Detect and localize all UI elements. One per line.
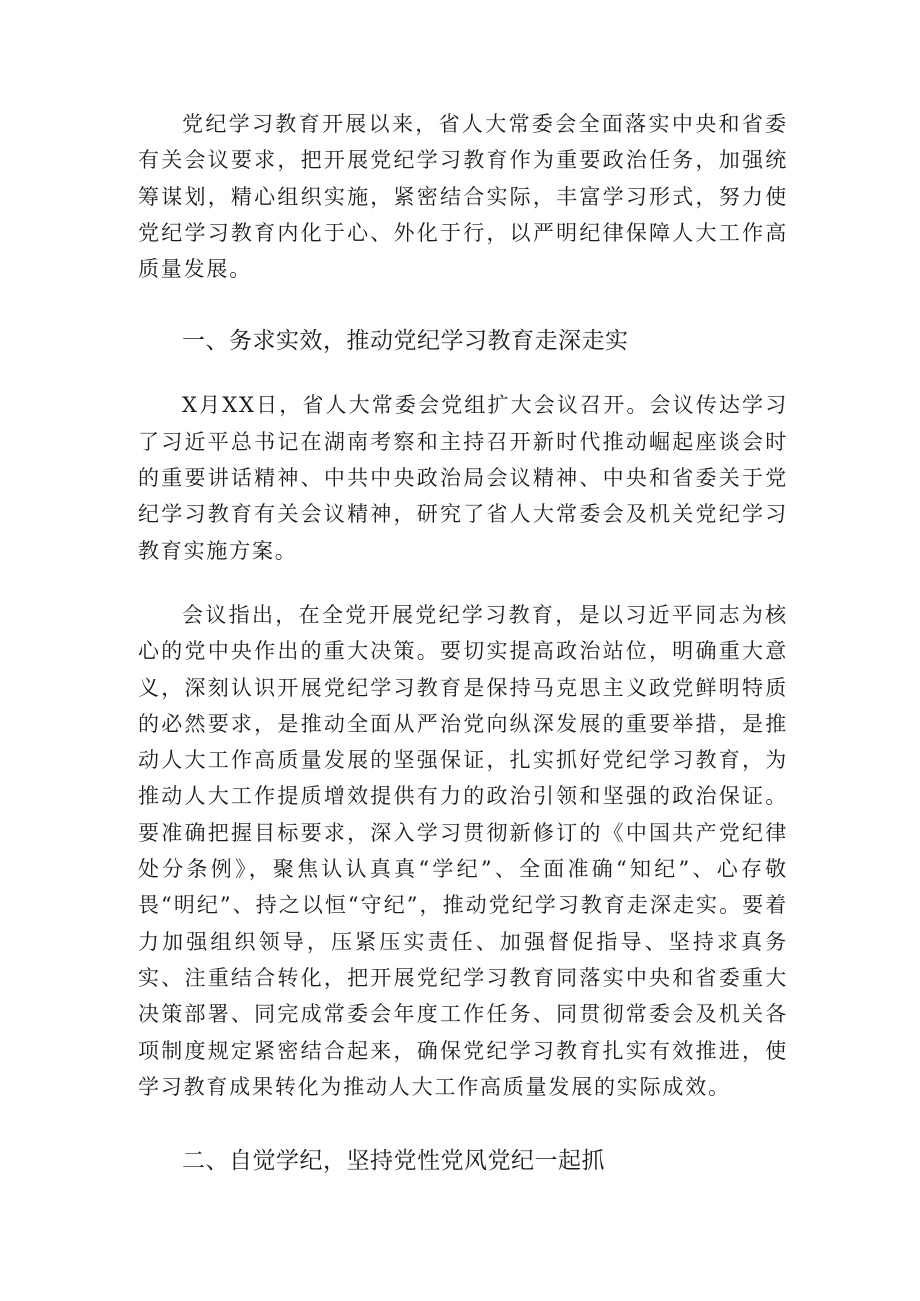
meeting-paragraph: X月XX日，省人大常委会党组扩大会议召开。会议传达学习了习近平总书记在湖南考察和主持召开新时代推动崛起座谈会时的重要讲话精神、中共中央政治局会议精神、中央和省委关于党纪学习教育有关会议精神，研究了省人大常委会及机关党纪学习教育实施方案。 [138,393,788,563]
section-heading-2: 二、自觉学纪，坚持党性党风党纪一起抓 [182,1148,605,1175]
document-body [138,106,788,1179]
intro-paragraph: 党纪学习教育开展以来，省人大常委会全面落实中央和省委有关会议要求，把开展党纪学习教育作为重要政治任务，加强统筹谋划，精心组织实施，紧密结合实际，丰富学习形式，努力使党纪学习教育内化于心、外化于行，以严明纪律保障人大工作高质量发展。 [138,112,788,282]
meeting-points-paragraph: 会议指出，在全党开展党纪学习教育，是以习近平同志为核心的党中央作出的重大决策。要切实提高政治站位，明确重大意义，深刻认识开展党纪学习教育是保持马克思主义政党鲜明特质的必然要求，是推动全面从严治党向纵深发展的重要举措，是推动人大工作高质量发展的坚强保证，扎实抓好党纪学习教育，为推动人大工作提质增效提供有力的政治引领和坚强的政治保证。要准确把握目标要求，深入学习贯彻新修订的《中国共产党纪律处分条例》，聚焦认认真真“学纪”、全面准确“知纪”、心存敬畏“明纪”、持之以恒“守纪”，推动党纪学习教育走深走实。要着力加强组织领导，压紧压实责任、加强督促指导、坚持求真务实、注重结合转化，把开展党纪学习教育同落实中央和省委重大决策部署、同完成常委会年度工作任务、同贯彻常委会及机关各项制度规定紧密结合起来，确保党纪学习教育扎实有效推进，使学习教育成果转化为推动人大工作高质量发展的实际成效。 [138,602,788,1099]
section-heading-1: 一、务求实效，推动党纪学习教育走深走实 [182,328,629,355]
